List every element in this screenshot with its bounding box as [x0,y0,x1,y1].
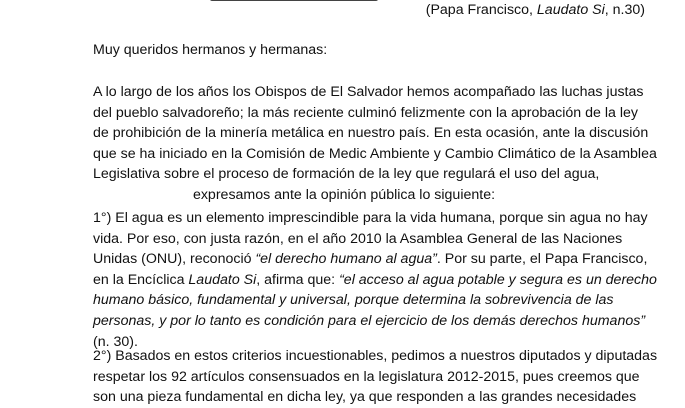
paragraph-line: Legislativa sobre el proceso de formación de la ley que regulará el uso del agua, [93,166,600,183]
paragraph-line: A lo largo de los años los Obispos de El Salvador hemos acompañado las luchas justas [93,84,644,100]
epigraph-citation [426,2,645,18]
paragraph-line: de prohibición de la minería metálica en nuestro país. En esta ocasión, ante la discusión [93,125,649,142]
encyclical-quote-line: humano básico, fundamental y universal, porque determina la sobrevivencia de las [93,292,614,309]
encyclical-quote: “el acceso al agua potable y segura es un derecho [339,271,657,288]
citation-work-title: Laudato Si [536,2,605,18]
paragraph-line: en la Encíclica Laudato Si, afirma que: “el acceso al agua potable y segura es un derecho [93,271,657,288]
citation-number: , n.30) [604,2,645,18]
paragraph-line: que se ha iniciado en la Comisión de Medic Ambiente y Cambio Climático de la Asamblea [93,145,657,162]
paragraph-line: 2°) Basados en estos criterios incuestionables, pedimos a nuestros diputados y diputadas [93,348,658,364]
paragraph-line: expresamos ante la opinión pública lo siguiente: [192,186,496,203]
paragraph-line: vida. Por eso, con justa razón, en el año 2010 la Asamblea General de las Naciones [93,230,623,247]
paragraph-point-1 [93,208,657,352]
citation-author: (Papa Francisco, [425,2,537,18]
paragraph-intro [93,82,657,206]
encyclical-title: Laudato Si [188,271,257,288]
paragraph-line: son una pieza fundamental en dicha ley, ya que responden a las grandes necesidades [93,389,637,406]
paragraph-point-2 [93,346,658,408]
paragraph-line: 1°) El agua es un elemento imprescindible para la vida humana, porque sin agua no hay [93,210,648,226]
paragraph-line: del pueblo salvadoreño; la más reciente culminó felizmente con la aprobación de la ley [93,104,638,121]
paragraph-line: Unidas (ONU), reconoció “el derecho humano al agua”. Por su parte, el Papa Francisco, [93,251,648,268]
salutation: Muy queridos hermanos y hermanas: [93,42,328,58]
paragraph-line: respetar los 92 artículos consensuados en la legislatura 2012-2015, pues creemos que [93,368,640,385]
quoted-right: “el derecho humano al agua” [255,251,437,268]
cropped-heading-fragment [210,0,378,1]
paragraph-line: (n. 30). [93,333,138,350]
encyclical-quote-line: personas, y por lo tanto es condición para el ejercicio de los demás derechos humanos” [93,312,646,329]
